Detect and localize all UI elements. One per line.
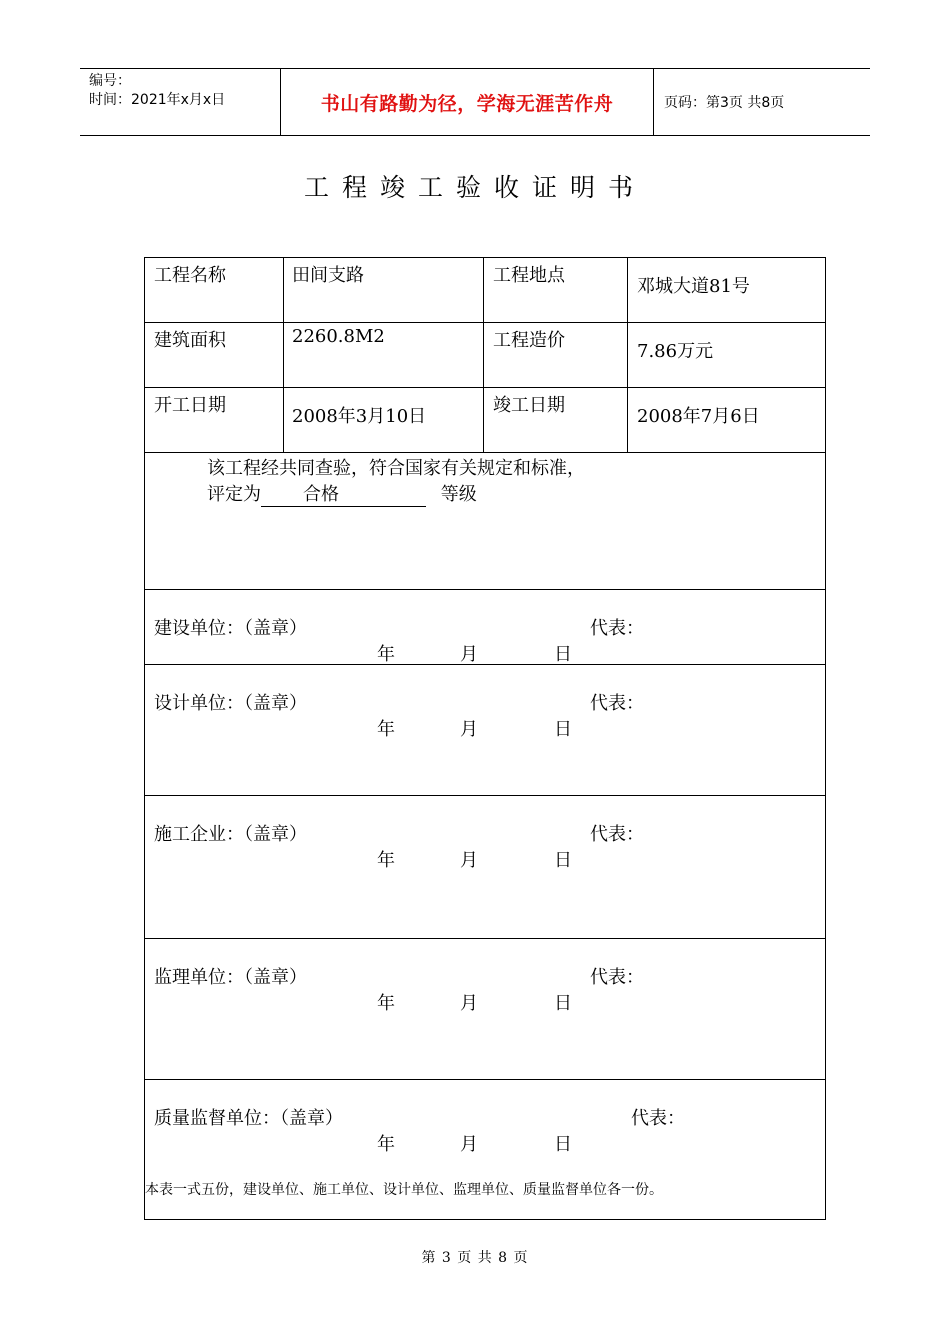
month-label: 月 — [460, 644, 478, 665]
signature-row-supervision — [145, 939, 826, 1080]
finish-date-label: 竣工日期 — [484, 388, 628, 453]
month-label: 月 — [460, 993, 478, 1014]
form-row-dates — [145, 388, 826, 453]
project-cost-label: 工程造价 — [484, 323, 628, 388]
day-label: 日 — [554, 1134, 572, 1155]
verdict-grade: 合格 — [261, 484, 426, 507]
project-cost-value: 7.86万元 — [628, 323, 826, 388]
form-row-area — [145, 323, 826, 388]
signature-cell-design — [145, 665, 826, 796]
verdict-suffix: 等级 — [440, 484, 477, 505]
month-label: 月 — [460, 1134, 478, 1155]
signature-row-construction — [145, 590, 826, 665]
day-label: 日 — [554, 850, 572, 871]
start-date-value: 2008年3月10日 — [284, 388, 484, 453]
building-area-value: 2260.8M2 — [284, 323, 484, 388]
start-date-label: 开工日期 — [145, 388, 284, 453]
signature-cell-construction — [145, 590, 826, 665]
header-slogan: 书山有路勤为径，学海无涯苦作舟 — [281, 69, 654, 135]
representative-label: 代表： — [631, 1108, 685, 1129]
representative-label: 代表： — [590, 824, 644, 845]
year-label: 年 — [377, 644, 395, 665]
signature-unit: 监理单位：（盖章） — [154, 967, 307, 988]
day-label: 日 — [554, 719, 572, 740]
day-label: 日 — [554, 644, 572, 665]
project-name-value: 田间支路 — [284, 258, 484, 323]
signature-row-contractor — [145, 796, 826, 939]
page-footer: 第 3 页 共 8 页 — [421, 1250, 529, 1266]
form-row-name — [145, 258, 826, 323]
project-name-label: 工程名称 — [145, 258, 284, 323]
signature-row-design — [145, 665, 826, 796]
document-title: 工程竣工验收证明书 — [303, 173, 646, 202]
signature-unit: 质量监督单位：（盖章） — [154, 1108, 343, 1129]
project-location-value: 邓城大道81号 — [628, 258, 826, 323]
representative-label: 代表： — [590, 618, 644, 639]
header-meta — [80, 69, 281, 135]
header-page-number: 页码：第3页 共8页 — [664, 95, 785, 111]
month-label: 月 — [460, 719, 478, 740]
year-label: 年 — [377, 1134, 395, 1155]
project-location-label: 工程地点 — [484, 258, 628, 323]
serial-number-label: 编号： — [89, 73, 131, 89]
time-text: 时间：2021年x月x日 — [89, 92, 226, 108]
signature-unit: 施工企业：（盖章） — [154, 824, 307, 845]
document-header — [80, 68, 870, 136]
verdict-line2 — [207, 482, 825, 508]
year-label: 年 — [377, 719, 395, 740]
form-row-verdict — [145, 453, 826, 590]
signature-cell-supervision — [145, 939, 826, 1080]
signature-cell-contractor — [145, 796, 826, 939]
distribution-note: 本表一式五份，建设单位、施工单位、设计单位、监理单位、质量监督单位各一份。 — [145, 1182, 663, 1198]
day-label: 日 — [554, 993, 572, 1014]
signature-unit: 设计单位：（盖章） — [154, 693, 307, 714]
year-label: 年 — [377, 993, 395, 1014]
finish-date-value: 2008年7月6日 — [628, 388, 826, 453]
signature-unit: 建设单位：（盖章） — [154, 618, 307, 639]
representative-label: 代表： — [590, 967, 644, 988]
acceptance-form-table — [144, 257, 826, 1220]
year-label: 年 — [377, 850, 395, 871]
verdict-cell — [145, 453, 826, 590]
month-label: 月 — [460, 850, 478, 871]
verdict-prefix: 评定为 — [207, 484, 261, 505]
building-area-label: 建筑面积 — [145, 323, 284, 388]
representative-label: 代表： — [590, 693, 644, 714]
verdict-line1: 该工程经共同查验，符合国家有关规定和标准， — [207, 458, 585, 479]
